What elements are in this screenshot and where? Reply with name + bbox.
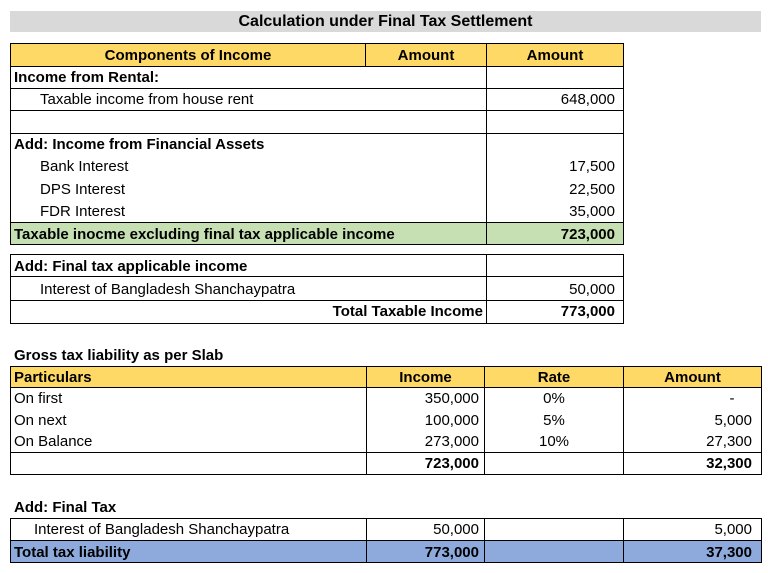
t1-row-line <box>10 300 624 301</box>
fdr-interest-amount: 35,000 <box>569 203 615 220</box>
t1-row-line <box>10 88 624 89</box>
t1-row-line <box>10 276 624 277</box>
slab-income: 273,000 <box>424 433 479 450</box>
slab-label: On Balance <box>14 433 93 450</box>
t2-header-amount: Amount <box>664 369 721 386</box>
shanchaypatra-label: Interest of Bangladesh Shanchaypatra <box>40 281 296 298</box>
financial-assets-heading: Add: Income from Financial Assets <box>14 136 265 153</box>
t2-header-income: Income <box>399 369 452 386</box>
total-tax-liability-amount: 37,300 <box>706 544 752 561</box>
final-tax-shanchaypatra-label: Interest of Bangladesh Shanchaypatra <box>34 521 290 538</box>
slab-label: On first <box>14 390 63 407</box>
rental-heading: Income from Rental: <box>14 69 160 86</box>
t1-row-line <box>10 222 624 223</box>
slab-rate: 10% <box>538 433 570 450</box>
final-tax-shanchaypatra-income: 50,000 <box>433 521 479 538</box>
slab-rate: 0% <box>543 390 565 407</box>
slab-amount: 5,000 <box>714 412 752 429</box>
total-taxable-income-amount: 773,000 <box>560 303 615 320</box>
total-tax-liability-label: Total tax liability <box>14 544 131 561</box>
shanchaypatra-amount: 50,000 <box>569 281 615 298</box>
slab-heading: Gross tax liability as per Slab <box>14 347 224 364</box>
t1-header-amount: Amount <box>526 47 584 64</box>
slab-label: On next <box>14 412 67 429</box>
slab-income: 100,000 <box>424 412 479 429</box>
t1-row-line <box>10 110 624 111</box>
t3-row-line <box>10 540 762 541</box>
slab-income: 350,000 <box>424 390 479 407</box>
final-tax-shanchaypatra-amount: 5,000 <box>714 521 752 538</box>
slab-amount: 27,300 <box>706 433 752 450</box>
total-tax-liability-income: 773,000 <box>424 544 479 561</box>
slab-rate: 5% <box>543 412 565 429</box>
dps-interest-amount: 22,500 <box>569 181 615 198</box>
excl-income-amount: 723,000 <box>560 226 615 243</box>
slab-amount: - <box>729 390 735 407</box>
t1-row-line <box>10 133 624 134</box>
t1-header-amount: Amount <box>397 47 455 64</box>
dps-interest-label: DPS Interest <box>40 181 126 198</box>
t2-header-particulars: Particulars <box>14 369 92 386</box>
house-rent-amount: 648,000 <box>560 91 615 108</box>
final-tax-heading: Add: Final Tax <box>14 499 117 516</box>
excl-income-label: Taxable inocme excluding final tax applicable income <box>14 226 395 243</box>
t2-total-line <box>10 452 762 453</box>
fdr-interest-label: FDR Interest <box>40 203 126 220</box>
bank-interest-amount: 17,500 <box>569 158 615 175</box>
total-taxable-income-label: Total Taxable Income <box>332 303 483 320</box>
t2-header-rate: Rate <box>537 369 571 386</box>
page-title: Calculation under Final Tax Settlement <box>238 13 533 30</box>
house-rent-label: Taxable income from house rent <box>40 91 254 108</box>
slab-total-amount: 32,300 <box>706 455 752 472</box>
bank-interest-label: Bank Interest <box>40 158 129 175</box>
final-tax-income-heading: Add: Final tax applicable income <box>14 258 248 275</box>
slab-total-income: 723,000 <box>424 455 479 472</box>
t1-header-components: Components of Income <box>104 47 272 64</box>
t3-col-line <box>484 518 485 563</box>
